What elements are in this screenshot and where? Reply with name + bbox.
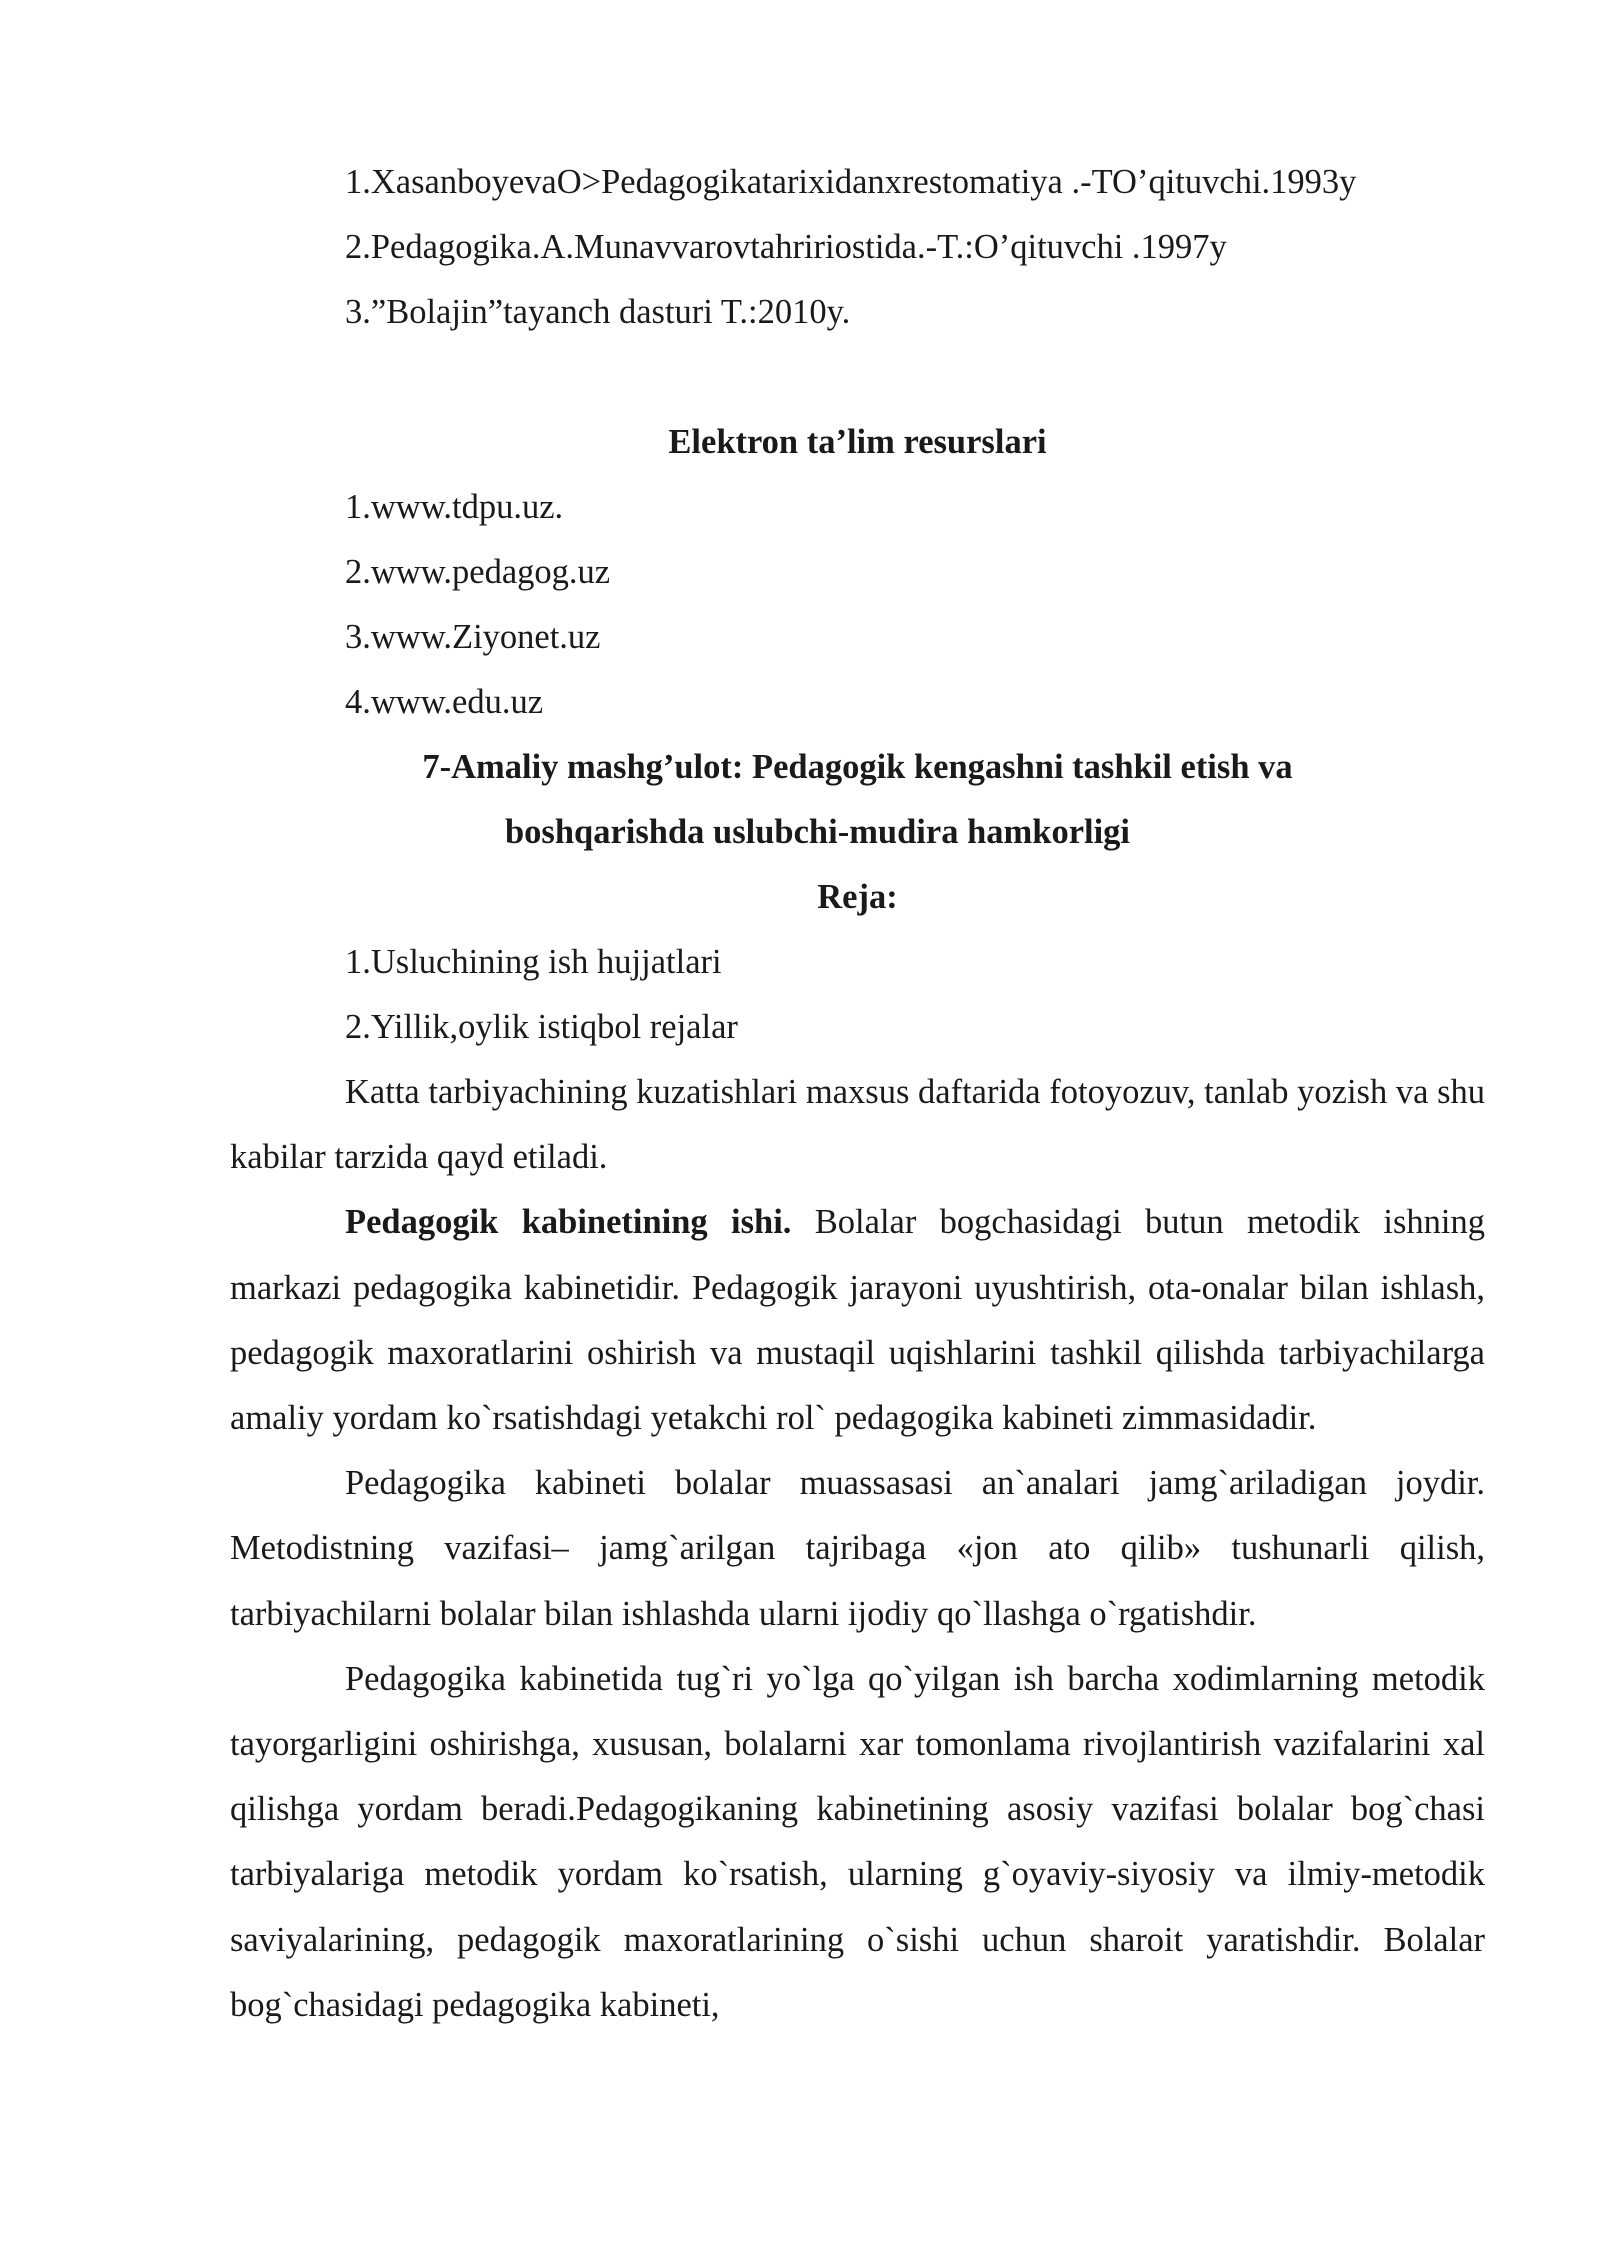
resource-link-4: 4.www.edu.uz	[345, 683, 544, 721]
practice-title-line-2: boshqarishda uslubchi-mudira hamkorligi	[504, 813, 1131, 851]
paragraph-observations: Katta tarbiyachining kuzatishlari maxsus daftarida fotoyozuv, tanlab yozish va shu kabilar tarzida qayd etiladi.	[230, 1073, 1485, 1177]
reference-item-2: 2.Pedagogika.A.Munavvarovtahririostida.-T.:O’qituvchi .1997y	[345, 228, 1227, 266]
resource-link-2: 2.www.pedagog.uz	[345, 553, 611, 591]
plan-item-1: 1.Usluchining ish hujjatlari	[345, 943, 722, 981]
plan-item-2: 2.Yillik,oylik istiqbol rejalar	[345, 1008, 738, 1046]
reference-item-1: 1.XasanboyevaO>Pedagogikatarixidanxrestomatiya .-TO’qituvchi.1993y	[345, 163, 1357, 201]
resources-heading: Elektron ta’lim resurslari	[668, 423, 1047, 461]
reference-item-3: 3.”Bolajin”tayanch dasturi T.:2010y.	[345, 293, 851, 331]
resource-link-1: 1.www.tdpu.uz.	[345, 488, 564, 526]
paragraph-cabinet-work-heading: Pedagogik kabinetining ishi.	[345, 1203, 792, 1242]
paragraph-cabinet-tasks: Pedagogika kabinetida tug`ri yo`lga qo`yilgan ish barcha xodimlarning metodik tayorgarligini oshirishga, xususan, bolalarni xar tomonlama rivojlantirish vazifalarini xal qilishga yordam beradi.Pedagogikaning kabinetining asosiy vazifasi bolalar bog`chasi tarbiyalariga metodik yordam ko`rsatish, ularning g`oyaviy-siyosiy va ilmiy-metodik saviyalarining, pedagogik maxoratlarining o`sishi uchun sharoit yaratishdir. Bolalar bog`chasidagi pedagogika kabineti,	[230, 1659, 1485, 2024]
practice-title-line-1: 7-Amaliy mashg’ulot: Pedagogik kengashni tashkil etish va	[422, 748, 1293, 786]
resource-link-3: 3.www.Ziyonet.uz	[345, 618, 601, 656]
plan-heading: Reja:	[817, 878, 898, 916]
paragraph-cabinet-work	[230, 1190, 1485, 1451]
spacer	[230, 345, 1485, 410]
paragraph-cabinet-traditions: Pedagogika kabineti bolalar muassasasi an`analari jamg`ariladigan joydir. Metodistning vazifasi– jamg`arilgan tajribaga «jon ato qilib» tushunarli qilish, tarbiyachilarni bolalar bilan ishlashda ularni ijodiy qo`llashga o`rgatishdir.	[230, 1464, 1485, 1633]
paragraph-cabinet-work-body: Bolalar bogchasidagi butun metodik ishning markazi pedagogika kabinetidir. Pedagogik jarayoni uyushtirish, ota-onalar bilan ishlash, pedagogik maxoratlarini oshirish va mustaqil uqishlarini tashkil qilishda tarbiyachilarga amaliy yordam ko`rsatishdagi yetakchi rol` pedagogika kabineti zimmasidadir.	[230, 1203, 1485, 1438]
